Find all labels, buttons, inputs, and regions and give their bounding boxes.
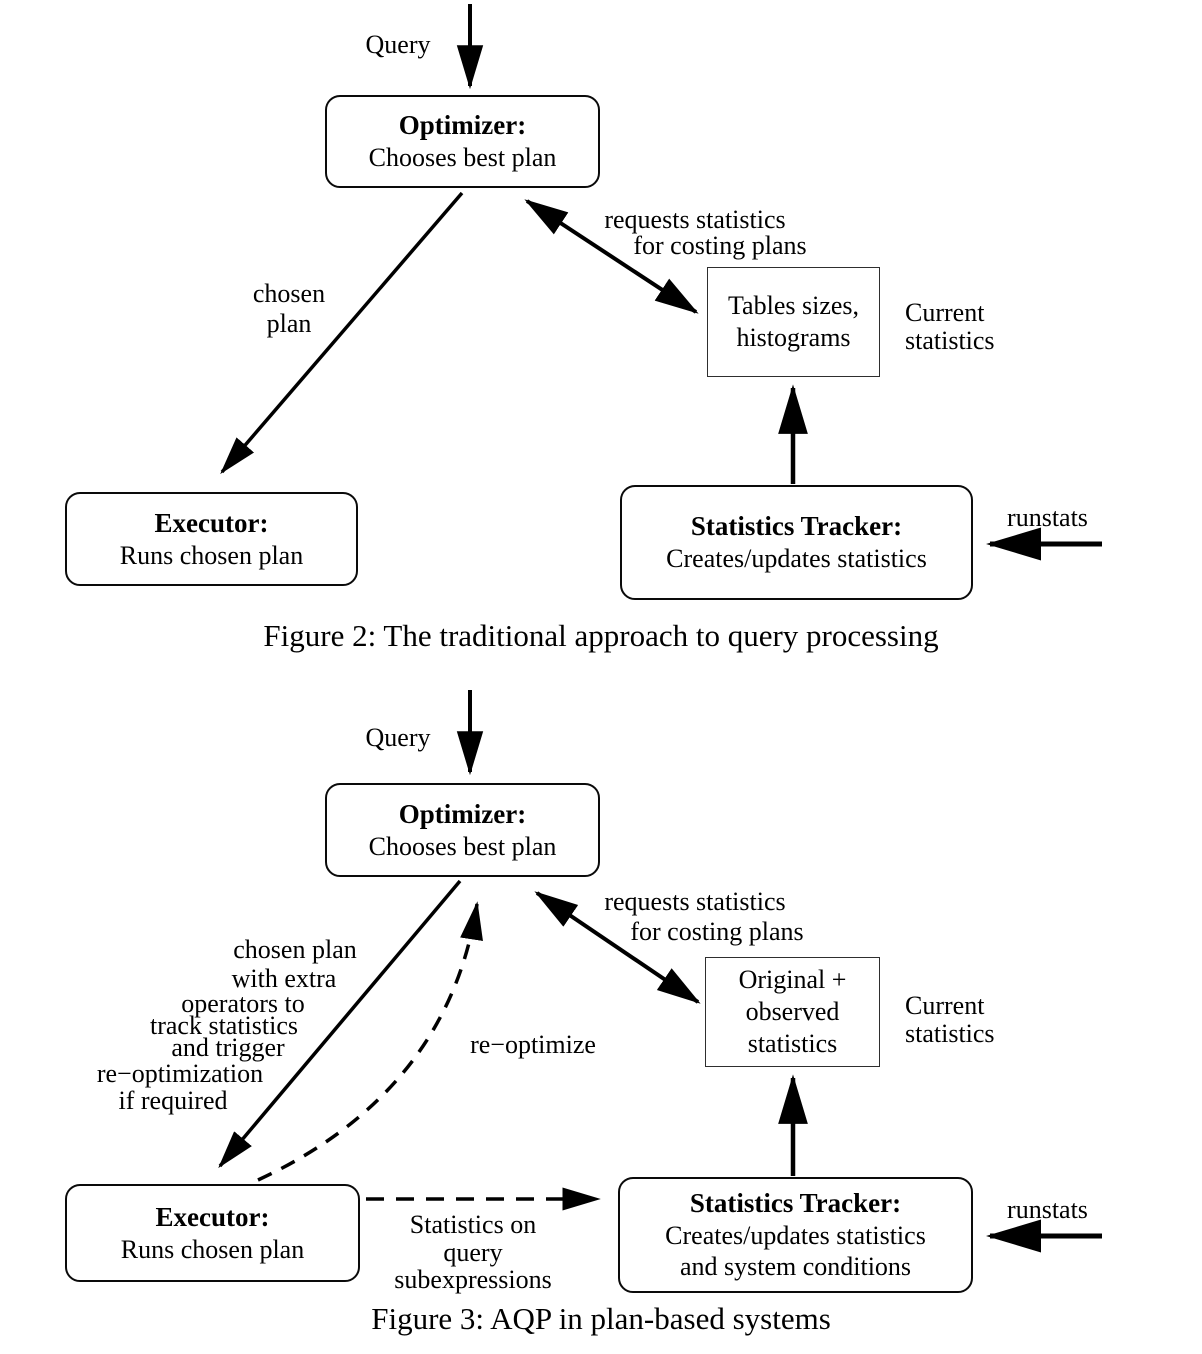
fig3-current-statistics-label: Current statistics [905,991,995,1048]
fig2-stats-box-line2: histograms [736,323,851,352]
fig3-executor-body: Runs chosen plan [120,1234,305,1264]
fig2-current-stats-box [707,267,880,377]
fig2-chosen-label-line1: chosen [252,279,326,308]
fig3-optimizer-title: Optimizer: [398,798,527,829]
fig2-optimizer-title: Optimizer: [398,110,527,141]
fig2-executor-body: Runs chosen plan [119,540,304,570]
fig2-chosen-label-line2: plan [266,309,312,338]
fig2-requests-line1: requests statistics [604,205,786,234]
fig3-tracker-line2: Creates/updates statistics [665,1220,926,1250]
fig3-reoptimize-label: re−optimize [470,1030,596,1059]
fig2-statistics-tracker-box [620,485,973,600]
fig3-stats-on-label: Statistics on query subexpressions [394,1210,552,1295]
fig2-optimizer-box [325,95,600,188]
fig2-caption: Figure 2: The traditional approach to query processing [263,618,939,653]
fig3-executor-box [65,1184,360,1282]
fig2-executor-title: Executor: [154,507,269,538]
fig3-optimizer-box [325,783,600,877]
fig3-tracker-title: Statistics Tracker: [689,1187,902,1218]
fig3-stats-box-line3: statistics [747,1028,838,1058]
fig3-stats-box-line1: Original + [738,965,847,995]
fig3-chosen-plan-line: if required [118,1086,228,1115]
fig3-optimizer-body: Chooses best plan [368,831,557,861]
fig2-query-label: Query [365,30,431,59]
fig3-runstats-label: runstats [1007,1195,1088,1224]
fig2-tracker-line2: Creates/updates statistics [666,544,927,574]
fig3-tracker-line3: and system conditions [679,1252,912,1282]
fig3-statistics-tracker-box [618,1177,973,1293]
fig3-executor-title: Executor: [155,1201,270,1232]
fig3-chosen-plan-line: operators to [181,989,305,1018]
fig3-chosen-plan-line: track statistics [149,1011,298,1040]
fig3-caption: Figure 3: AQP in plan-based systems [371,1301,831,1336]
fig3-chosen-plan-line: and trigger [171,1033,285,1062]
fig2-executor-box [65,492,358,586]
fig2-optimizer-body: Chooses best plan [368,143,557,173]
fig2-tracker-title: Statistics Tracker: [690,511,903,542]
fig3-chosen-plan-line: chosen plan [233,935,357,964]
fig3-requests-line2: for costing plans [630,917,804,946]
fig3-stats-box-line2: observed [745,997,840,1027]
fig3-chosen-plan-line: with extra [231,964,337,993]
fig3-requests-line1: requests statistics [604,887,786,916]
fig2-current-statistics-label: Current statistics [905,298,995,355]
fig3-query-label: Query [365,723,431,752]
fig2-requests-line2: for costing plans [633,231,807,260]
fig3-chosen-plan-line: re−optimization [96,1059,264,1088]
fig3-current-stats-box [705,957,880,1067]
fig2-runstats-label: runstats [1007,503,1088,532]
fig2-stats-box-line1: Tables sizes, [727,291,860,321]
